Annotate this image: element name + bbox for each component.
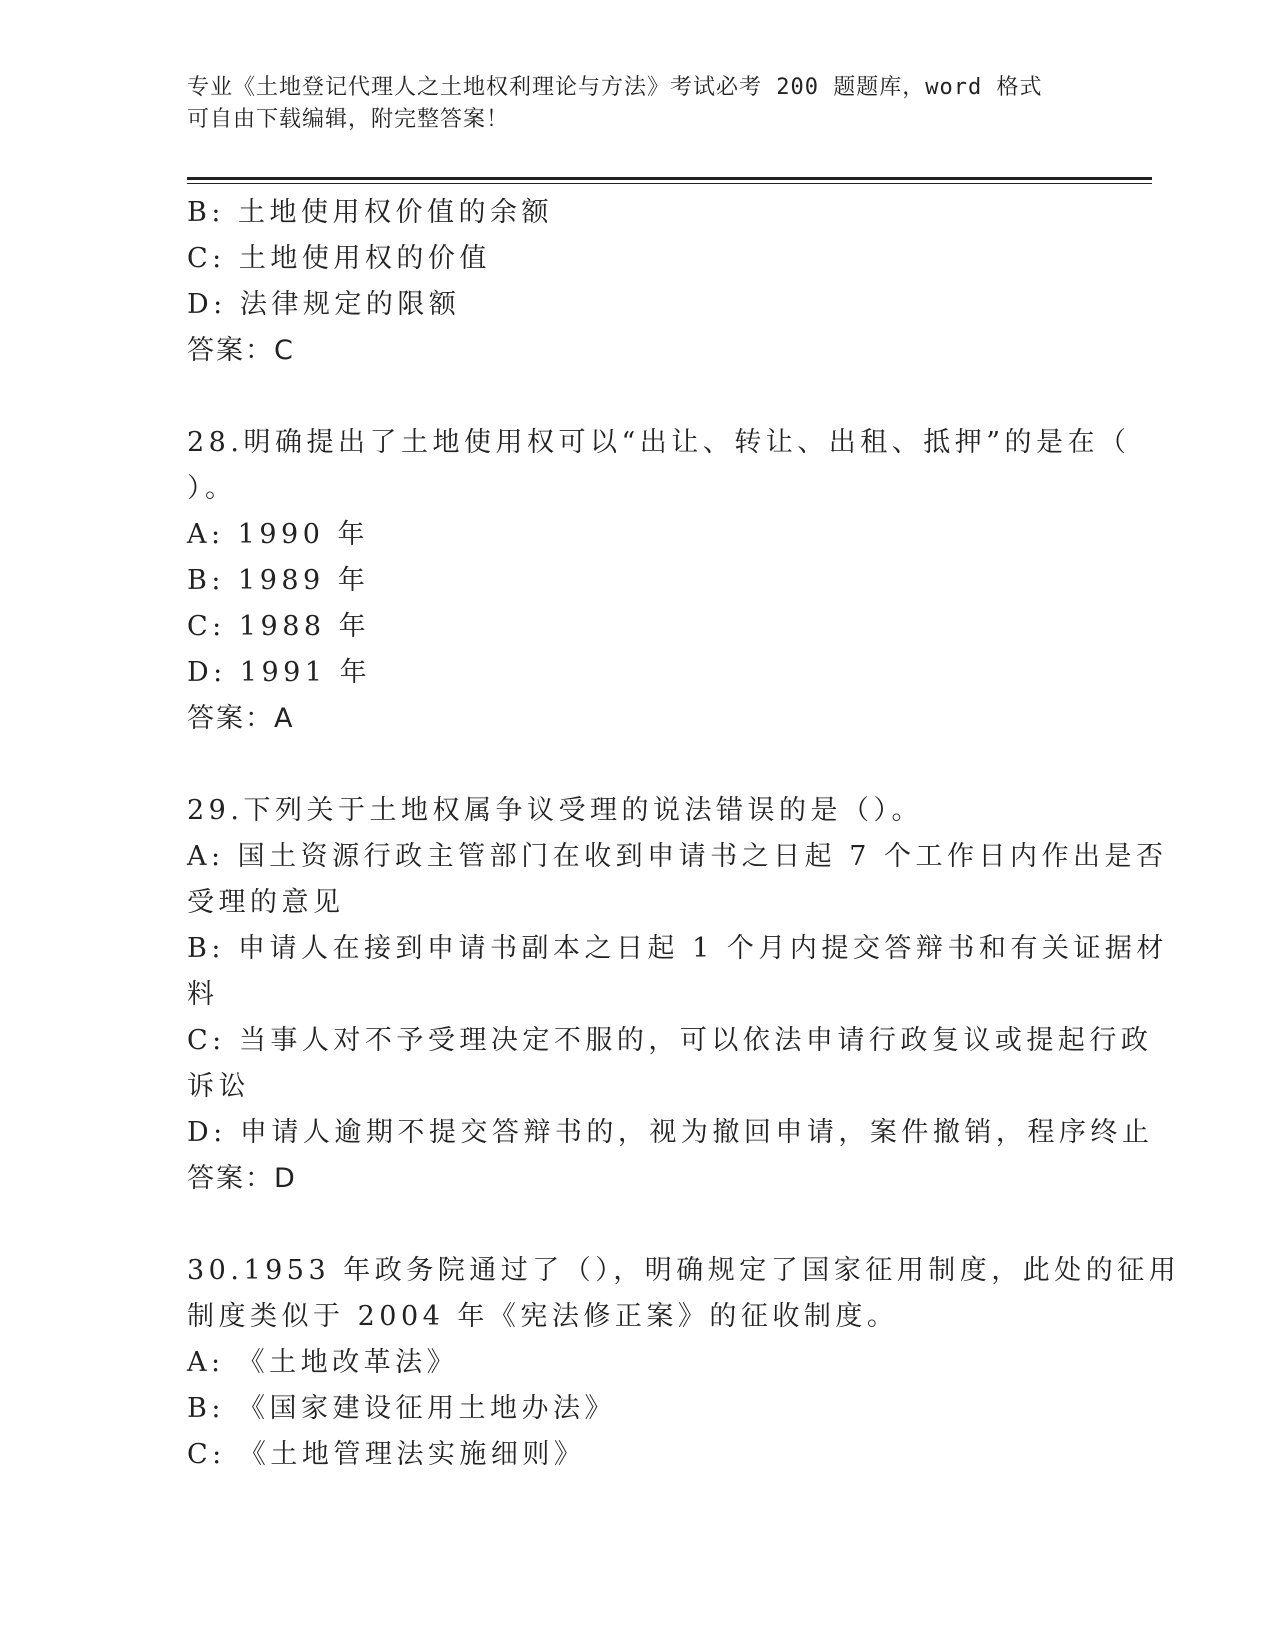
option-d: D: 申请人逾期不提交答辩书的，视为撤回申请，案件撤销，程序终止 — [187, 1117, 1154, 1148]
option-d: D: 法律规定的限额 — [187, 289, 461, 320]
document-header — [187, 72, 1087, 136]
header-divider-thick — [187, 177, 1152, 180]
answer-line: 答案：C — [187, 335, 295, 366]
question-stem-line: 制度类似于 2004 年《宪法修正案》的征收制度。 — [187, 1301, 899, 1332]
option-c-continuation: 诉讼 — [187, 1071, 250, 1102]
option-c: C: 1988 年 — [187, 611, 371, 642]
option-a-continuation: 受理的意见 — [187, 887, 345, 918]
question-30 — [187, 1248, 1181, 1478]
header-divider-thin — [187, 183, 1152, 184]
question-stem-line: 29.下列关于土地权属争议受理的说法错误的是（）。 — [187, 795, 923, 826]
spacer — [187, 1202, 1087, 1248]
question-stem-line: ）。 — [187, 473, 237, 504]
option-a: A: 国土资源行政主管部门在收到申请书之日起 7 个工作日内作出是否 — [187, 841, 1168, 872]
option-a: A: 《土地改革法》 — [187, 1347, 459, 1378]
option-b: B: 土地使用权价值的余额 — [187, 197, 554, 228]
question-27-tail — [187, 190, 1087, 374]
option-b: B: 《国家建设征用土地办法》 — [187, 1393, 617, 1424]
answer-line: 答案：D — [187, 1163, 297, 1194]
spacer — [187, 374, 1087, 420]
option-b: B: 申请人在接到申请书副本之日起 1 个月内提交答辩书和有关证据材 — [187, 933, 1168, 964]
question-stem-line: 28.明确提出了土地使用权可以“出让、转让、出租、抵押”的是在（ — [187, 427, 1131, 458]
question-stem-line: 30.1953 年政务院通过了（），明确规定了国家征用制度，此处的征用 — [187, 1255, 1181, 1286]
question-29 — [187, 788, 1168, 1202]
spacer — [187, 742, 1087, 788]
option-c: C: 土地使用权的价值 — [187, 243, 491, 274]
option-b-continuation: 料 — [187, 979, 219, 1010]
document-body — [187, 190, 1181, 1478]
answer-line: 答案：A — [187, 703, 295, 734]
option-d: D: 1991 年 — [187, 657, 372, 688]
option-b: B: 1989 年 — [187, 565, 370, 596]
option-c: C: 当事人对不予受理决定不服的，可以依法申请行政复议或提起行政 — [187, 1025, 1153, 1056]
question-28 — [187, 420, 1131, 742]
header-line-2: 可自由下载编辑，附完整答案！ — [187, 107, 510, 132]
option-c: C: 《土地管理法实施细则》 — [187, 1439, 586, 1470]
option-a: A: 1990 年 — [187, 519, 369, 550]
header-line-1: 专业《土地登记代理人之土地权利理论与方法》考试必考 200 题题库，word 格式 — [187, 75, 1043, 100]
